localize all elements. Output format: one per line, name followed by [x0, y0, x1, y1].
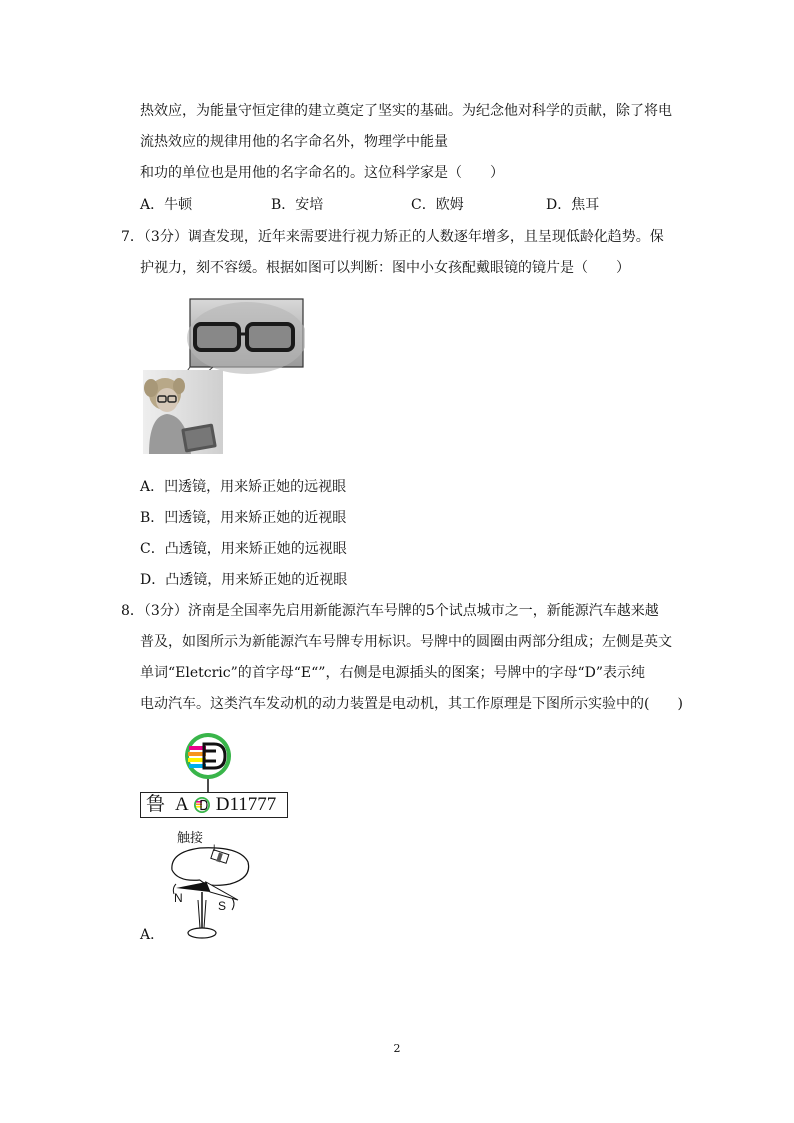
q6-option-d: D．焦耳: [546, 197, 600, 213]
q6-text-line-2: 流热效应的规律用他的名字命名外，物理学中能量: [140, 134, 448, 150]
q7-option-b: B．凹透镜，用来矫正她的近视眼: [140, 510, 347, 526]
q6-option-c: C．欧姆: [411, 197, 464, 213]
q8-text-line-3: 单词“Eletcric”的首字母“E“”，右侧是电源插头的图案；号牌中的字母“D”表示纯: [140, 665, 646, 681]
q7-text-line-2: 护视力，刻不容缓。根据如图可以判断：图中小女孩配戴眼镜的镜片是（ ）: [140, 260, 630, 276]
plate-number: D11777: [215, 794, 277, 815]
girl-with-glasses-figure: [143, 298, 305, 454]
q8-text-line-2: 普及，如图所示为新能源汽车号牌专用标识。号牌中的圆圈由两部分组成；左侧是英文: [140, 634, 672, 650]
q7-option-a: A．凹透镜，用来矫正她的远视眼: [140, 479, 347, 495]
q6-text-line-3: 和功的单位也是用他的名字命名的。这位科学家是（ ）: [140, 165, 504, 181]
q6-text-line-1: 热效应，为能量守恒定律的建立奠定了坚实的基础。为纪念他对科学的贡献，除了将电: [140, 103, 672, 119]
q7-option-d: D．凸透镜，用来矫正她的近视眼: [140, 572, 348, 588]
plate-province: 鲁: [146, 794, 166, 815]
q6-options: [140, 195, 680, 215]
license-plate: [140, 792, 288, 818]
plus-sign: +: [210, 843, 219, 854]
q8-option-a-label: A．: [140, 927, 165, 943]
north-pole-label: N: [174, 891, 183, 905]
q7-option-c: C．凸透镜，用来矫正她的远视眼: [140, 541, 347, 557]
south-pole-label: S: [218, 899, 227, 913]
touch-label: 触接: [177, 831, 204, 846]
plate-emblem-icon: [193, 796, 211, 814]
q6-option-a: A．牛顿: [140, 197, 193, 213]
page-number: 2: [393, 1042, 401, 1055]
q7-text-line-1: 7．（3分）调查发现，近年来需要进行视力矫正的人数逐年增多，且呈现低龄化趋势。保: [121, 229, 664, 245]
new-energy-emblem-icon: [183, 731, 235, 793]
q8-text-line-1: 8．（3分）济南是全国率先启用新能源汽车号牌的5个试点城市之一，新能源汽车越来越: [121, 603, 659, 619]
q8-text-line-4: 电动汽车。这类汽车发动机的动力装置是电动机，其工作原理是下图所示实验中的( ): [140, 696, 683, 712]
plate-letter: A: [175, 794, 189, 815]
q6-option-b: B．安培: [271, 197, 324, 213]
